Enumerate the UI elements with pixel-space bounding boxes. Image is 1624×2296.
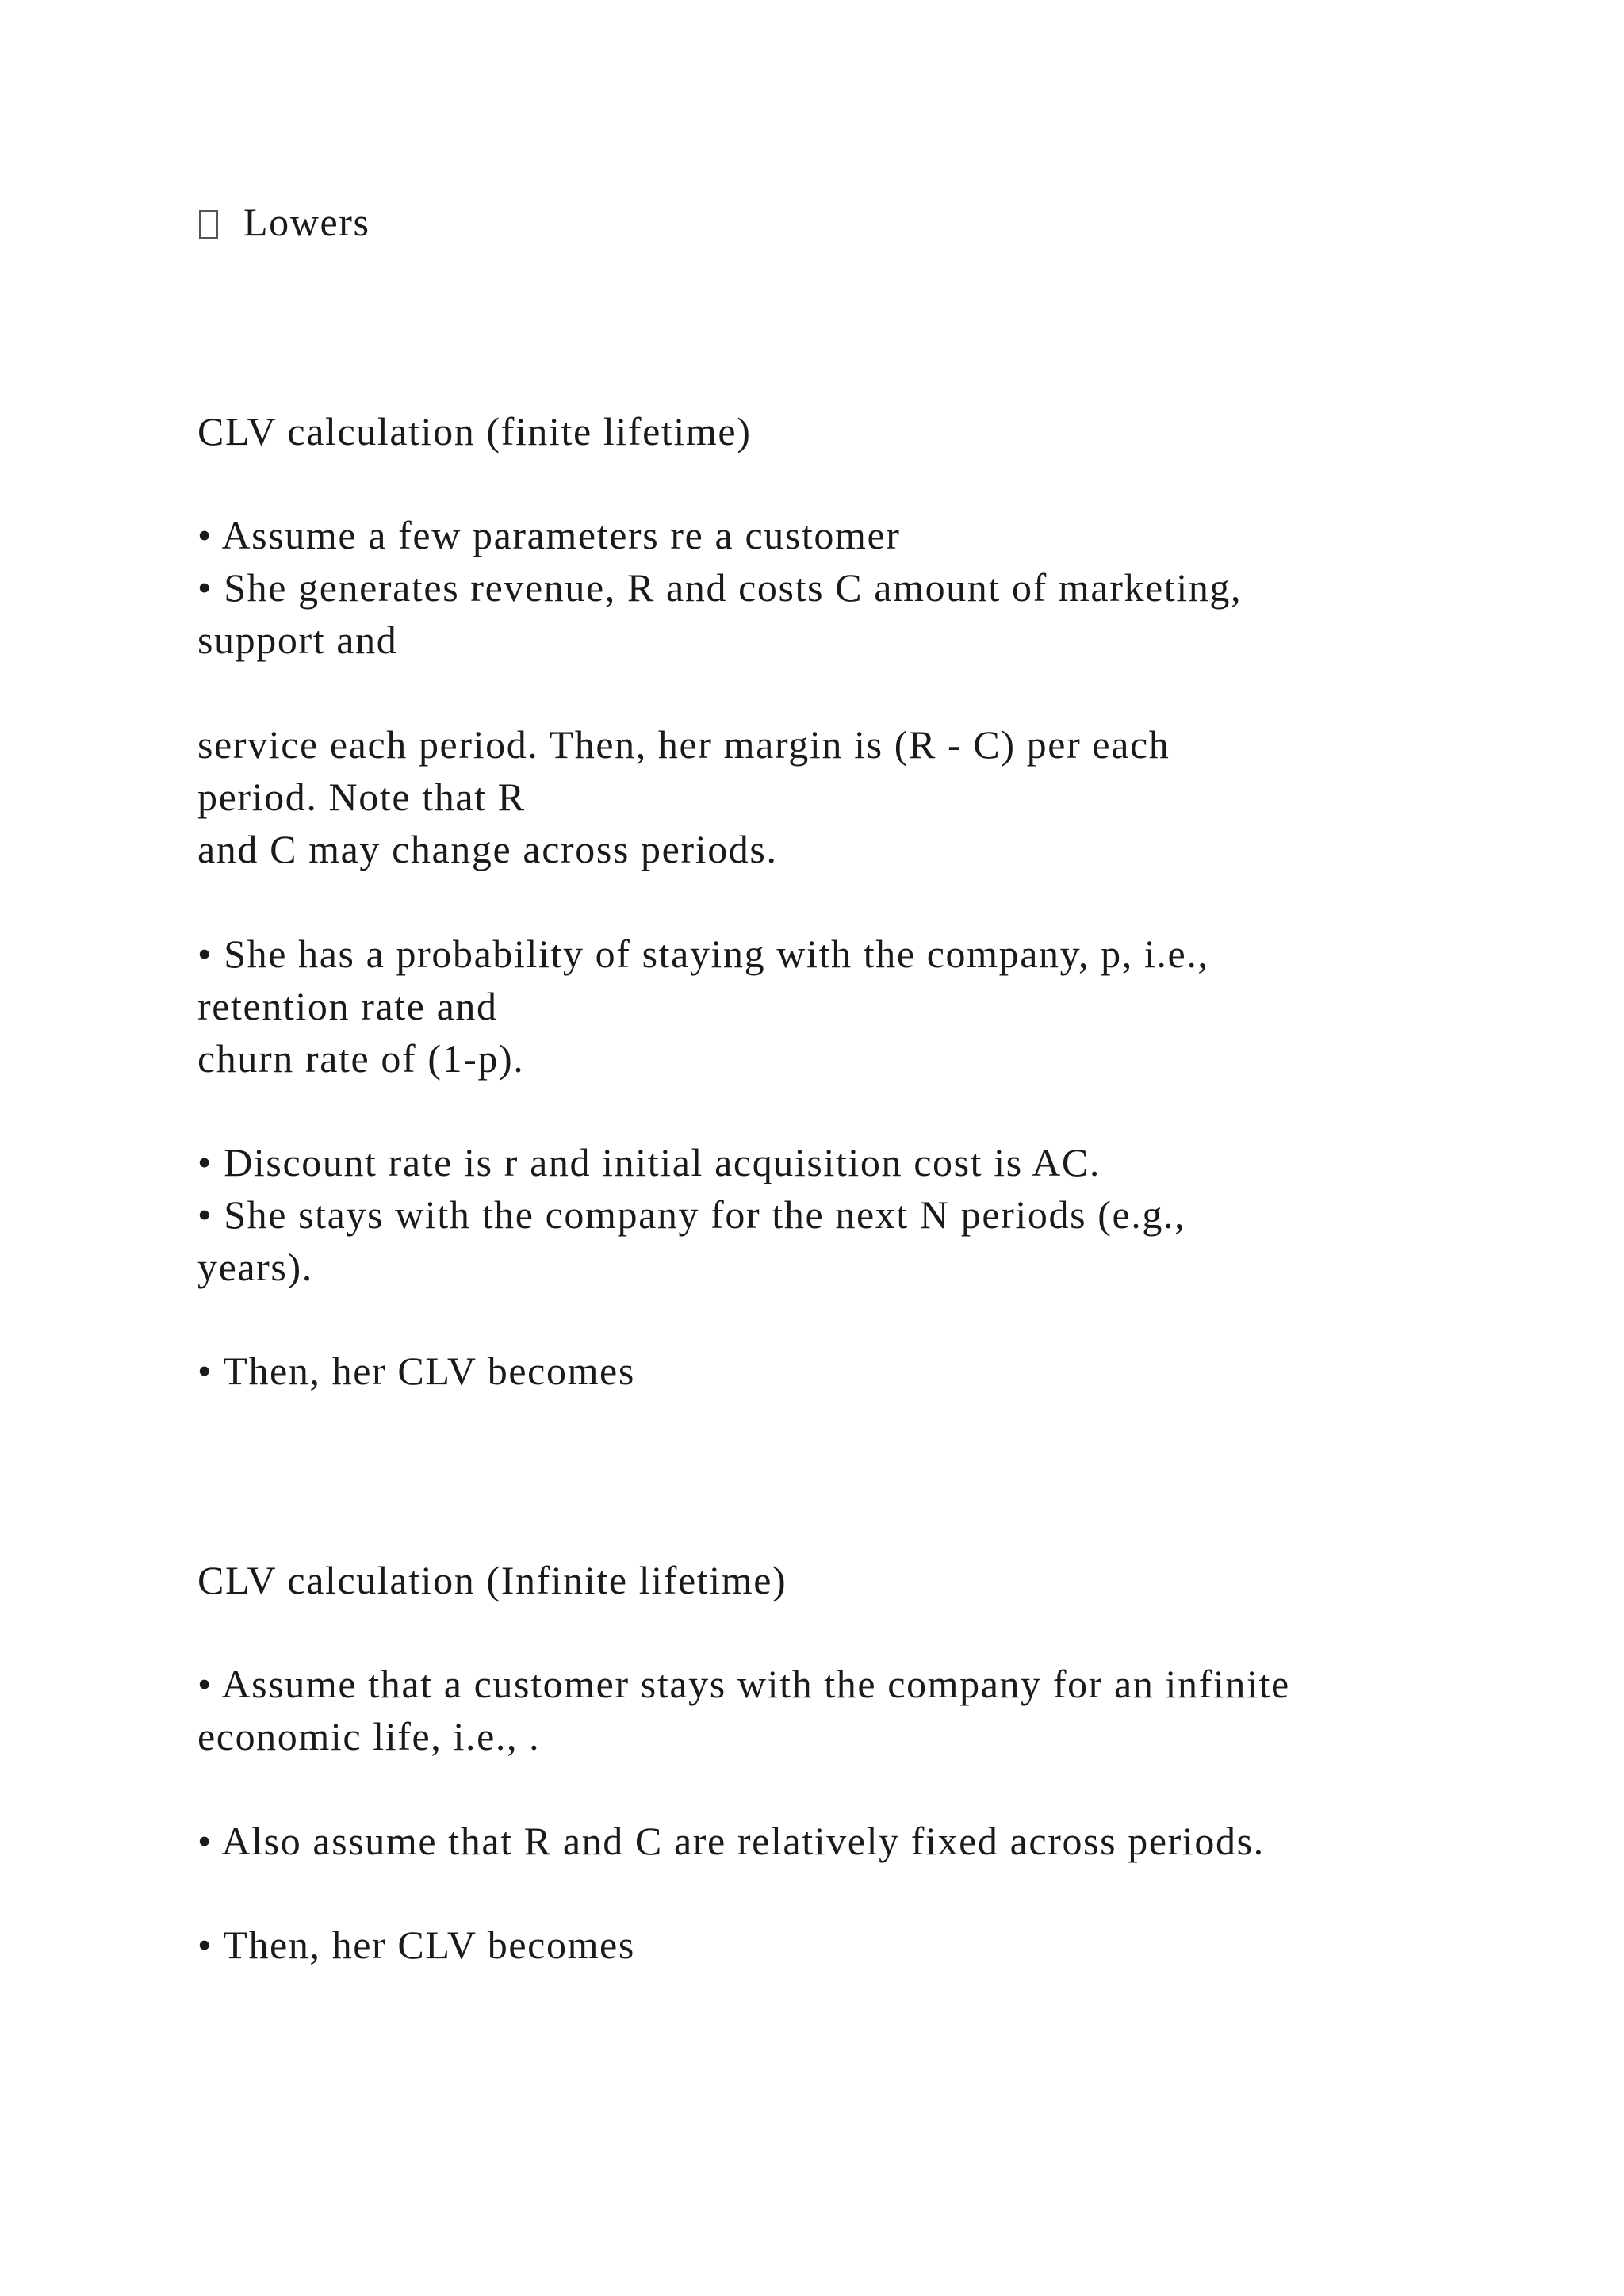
text-line: • Discount rate is r and initial acquisition cost is AC. [197, 1140, 1101, 1184]
lowers-line [199, 196, 370, 248]
lowers-text: Lowers [243, 200, 370, 244]
text-line: • She stays with the company for the next N periods (e.g., [197, 1192, 1186, 1237]
finite-section-heading: CLV calculation (finite lifetime) [197, 409, 752, 453]
text-line: • Assume a few parameters re a customer [197, 513, 901, 557]
text-line: and C may change across periods. [197, 827, 778, 871]
text-line: economic life, i.e., . [197, 1714, 541, 1758]
text-line: • Then, her CLV becomes [197, 1349, 635, 1393]
text-line: years). [197, 1245, 313, 1289]
text-line: • Also assume that R and C are relatively fixed across periods. [197, 1819, 1265, 1863]
text-line: churn rate of (1-p). [197, 1036, 525, 1081]
text-line: • Assume that a customer stays with the company for an infinite [197, 1662, 1290, 1706]
text-line: • She has a probability of staying with the company, p, i.e., [197, 932, 1209, 976]
text-line: service each period. Then, her margin is (R - C) per each [197, 722, 1170, 767]
infinite-section-heading: CLV calculation (Infinite lifetime) [197, 1558, 787, 1602]
text-line: • Then, her CLV becomes [197, 1923, 635, 1967]
text-line: support and [197, 618, 398, 662]
text-line: retention rate and [197, 984, 498, 1028]
missing-glyph-icon [199, 210, 218, 239]
text-line: • She generates revenue, R and costs C amount of marketing, [197, 565, 1243, 610]
text-line: period. Note that R [197, 775, 526, 819]
